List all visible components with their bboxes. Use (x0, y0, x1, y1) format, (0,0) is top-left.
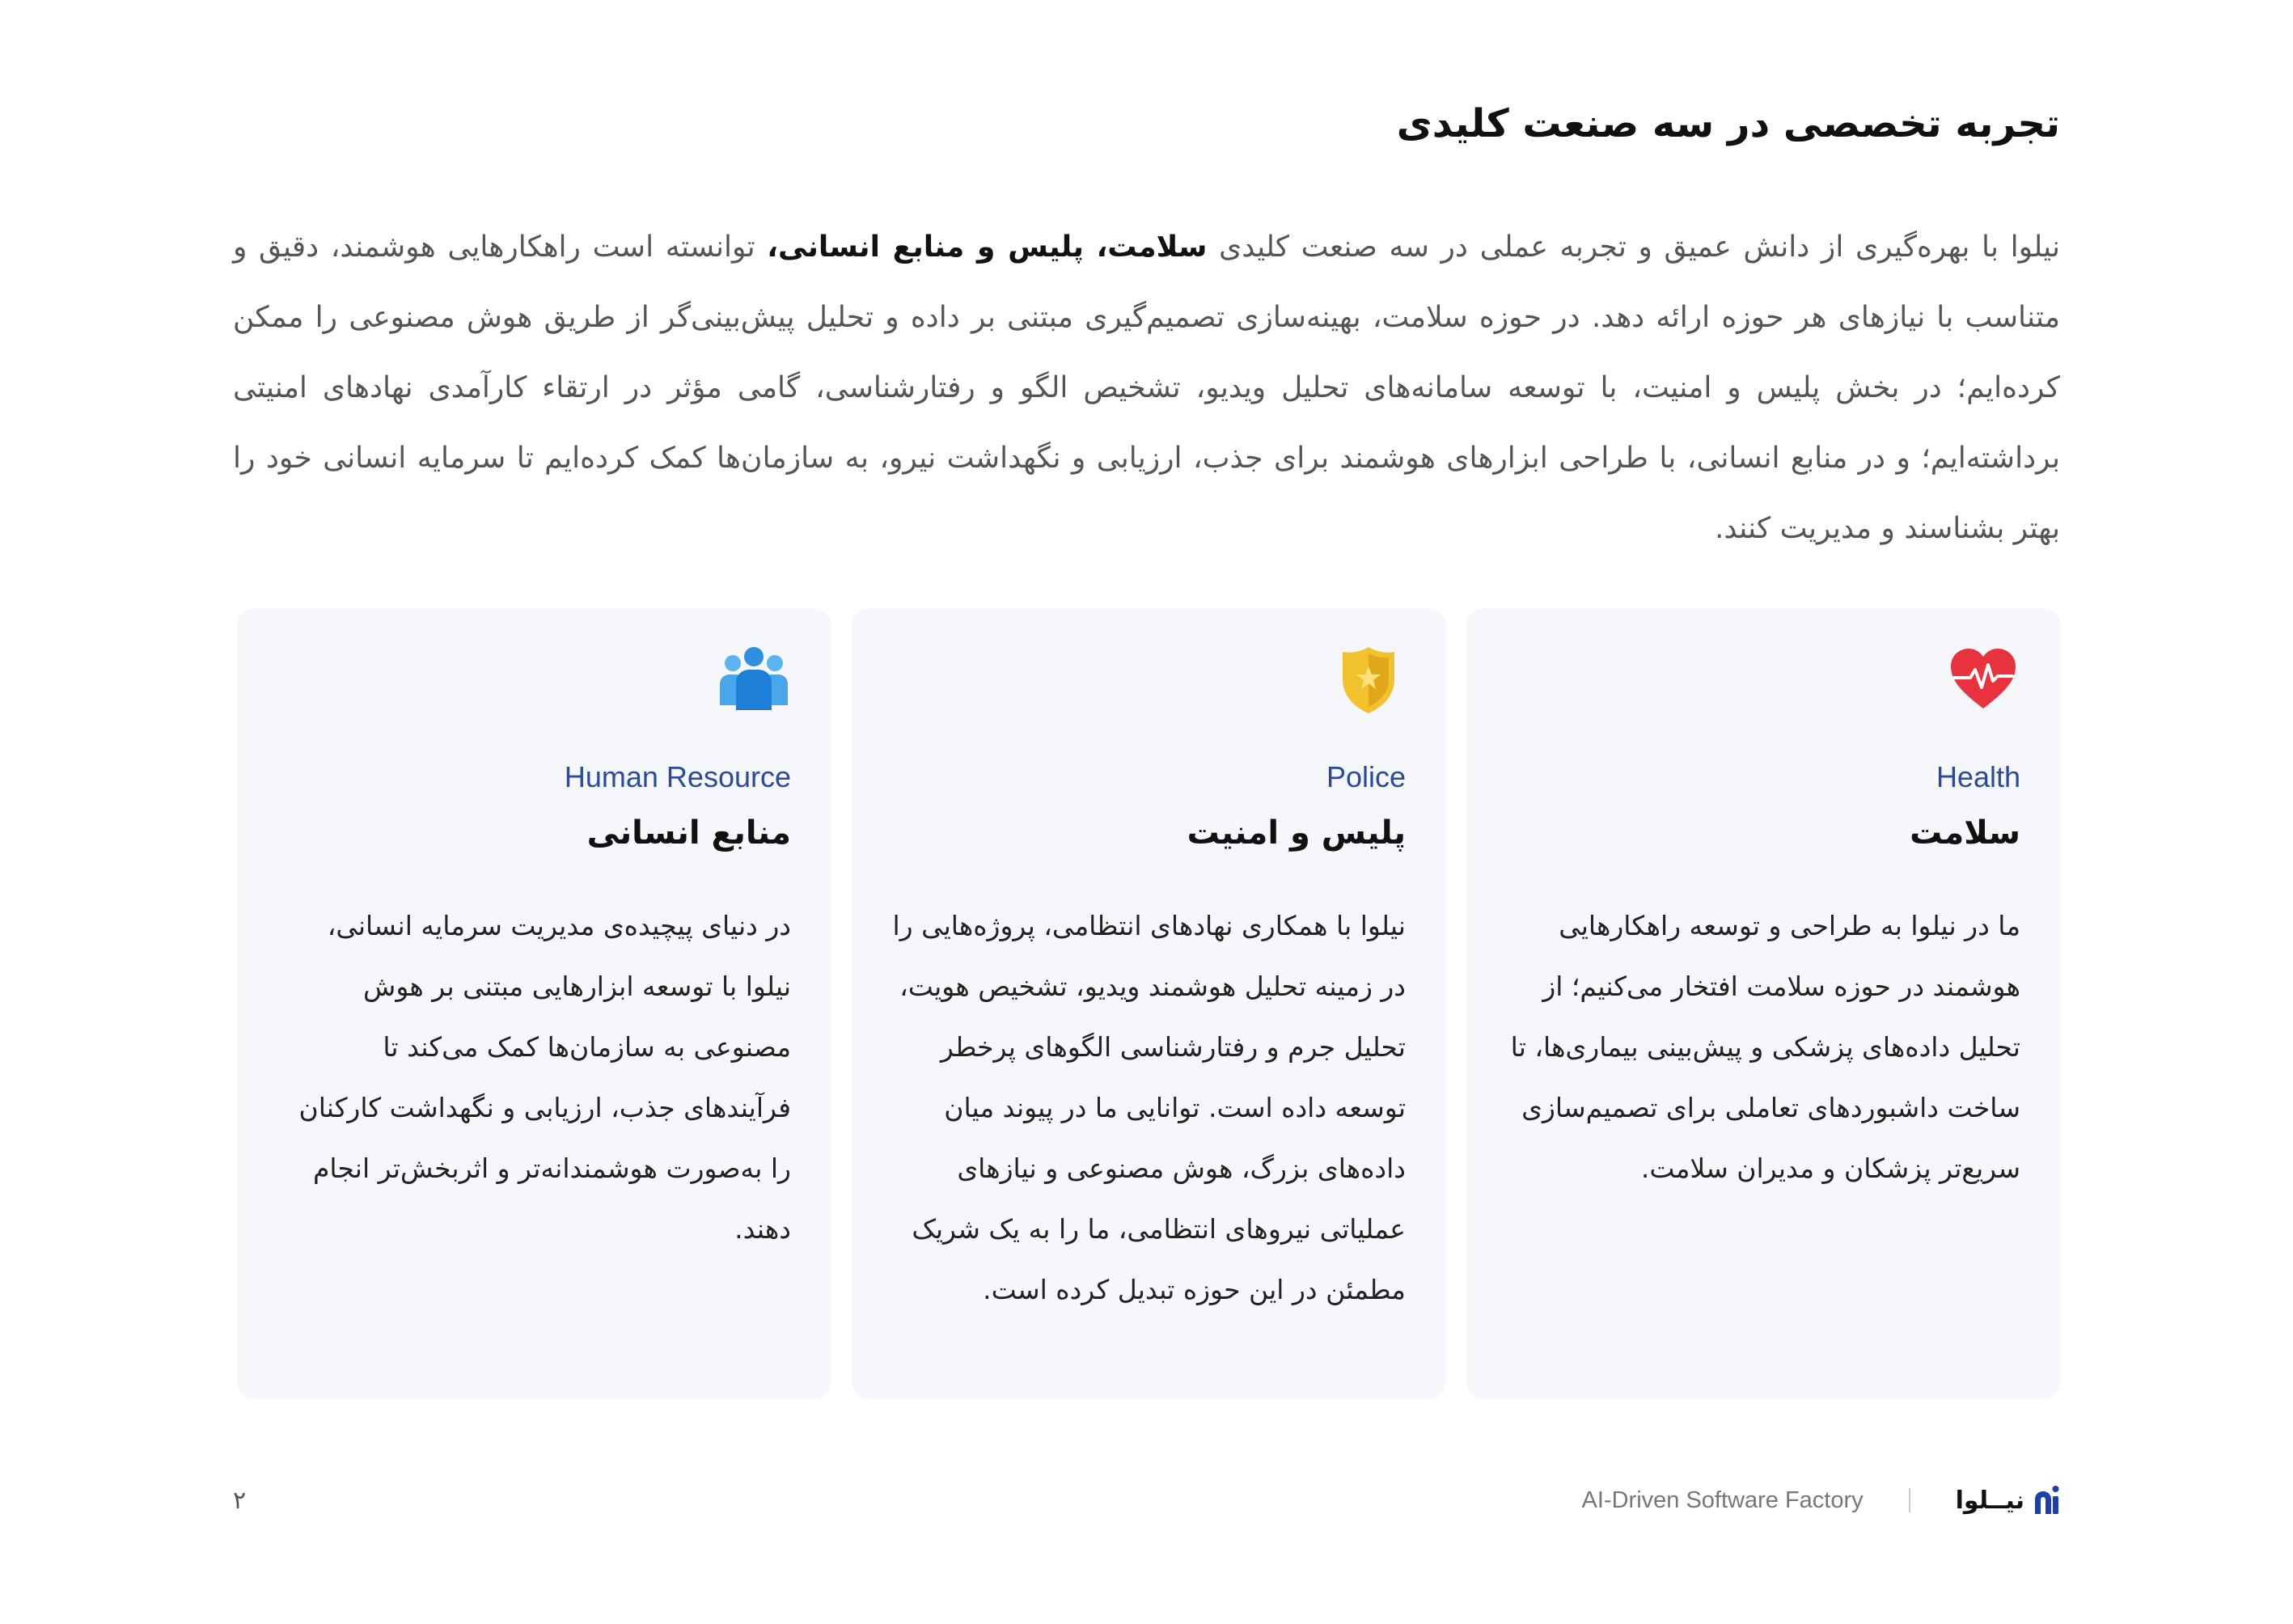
card-en-label: Human Resource (564, 760, 791, 793)
police-badge-icon (1331, 642, 1406, 717)
card-human-resource (237, 608, 831, 1399)
nilva-logo-icon (2033, 1485, 2060, 1516)
card-body: نیلوا با همکاری نهادهای انتظامی، پروژه‌هایی را در زمینه تحلیل هوشمند ویدیو، تشخیص هویت، تحلیل جرم و رفتارشناسی الگوهای پرخطر توسعه داده است. توانایی ما در پیوند میان داده‌های بزرگ، هوش مصنوعی و نیازهای عملیاتی نیروهای انتظامی، ما را به یک شریک مطمئن در این حوزه تبدیل کرده است. (892, 910, 1406, 1305)
footer-divider (1909, 1488, 1910, 1512)
page-title: تجربه تخصصی در سه صنعت کلیدی (1396, 101, 2060, 146)
intro-paragraph (233, 212, 2060, 564)
card-body: در دنیای پیچیده‌ی مدیریت سرمایه انسانی، نیلوا با توسعه ابزارهایی مبتنی بر هوش مصنوعی به سازمان‌ها کمک می‌کند تا فرآیندهای جذب، ارزیابی و نگهداشت کارکنان را به‌صورت هوشمندانه‌تر و اثربخش‌تر انجام دهند. (298, 910, 791, 1245)
intro-bold-industries: سلامت، پلیس و منابع انسانی، (767, 230, 1208, 264)
card-title: پلیس و امنیت (1187, 814, 1406, 852)
card-title: منابع انسانی (586, 814, 791, 852)
card-en-label: Police (1326, 760, 1406, 793)
card-title: سلامت (1910, 814, 2020, 852)
people-group-icon (717, 642, 791, 717)
brand-block (1582, 1480, 2060, 1520)
brand-tagline: AI-Driven Software Factory (1581, 1487, 1864, 1513)
page-number: ۲ (233, 1487, 247, 1515)
heart-pulse-icon (1946, 642, 2020, 717)
intro-text-2: توانسته است راهکارهایی هوشمند، دقیق و متناسب با نیازهای هر حوزه ارائه دهد. در حوزه سلامت، بهینه‌سازی تصمیم‌گیری مبتنی بر داده و تحلیل پیش‌بینی‌گر از طریق هوش مصنوعی را ممکن کرده‌ایم؛ در بخش پلیس و امنیت، با توسعه سامانه‌های تحلیل ویدیو، تشخیص الگو و رفتارشناسی، گامی مؤثر در ارتقاء کارآمدی نهادهای امنیتی برداشته‌ایم؛ و در منابع انسانی، با طراحی ابزارهای هوشمند برای جذب، ارزیابی و نگهداشت نیرو، به سازمان‌ها کمک کرده‌ایم تا سرمایه انسانی خود را بهتر بشناسند و مدیریت کنند. (233, 230, 2060, 545)
card-en-label: Health (1936, 760, 2020, 793)
industry-cards (237, 608, 2061, 1399)
card-police (852, 608, 1446, 1399)
intro-text-1: نیلوا با بهره‌گیری از دانش عمیق و تجربه عملی در سه صنعت کلیدی (1207, 230, 2060, 264)
card-health (1466, 608, 2061, 1399)
brand-name: نیــلوا (1955, 1486, 2024, 1515)
page-footer (233, 1480, 2060, 1520)
card-body: ما در نیلوا به طراحی و توسعه راهکارهایی هوشمند در حوزه سلامت افتخار می‌کنیم؛ از تحلیل داده‌های پزشکی و پیش‌بینی بیماری‌ها، تا ساخت داشبوردهای تعاملی برای تصمیم‌سازی سریع‌تر پزشکان و مدیران سلامت. (1510, 910, 2020, 1184)
